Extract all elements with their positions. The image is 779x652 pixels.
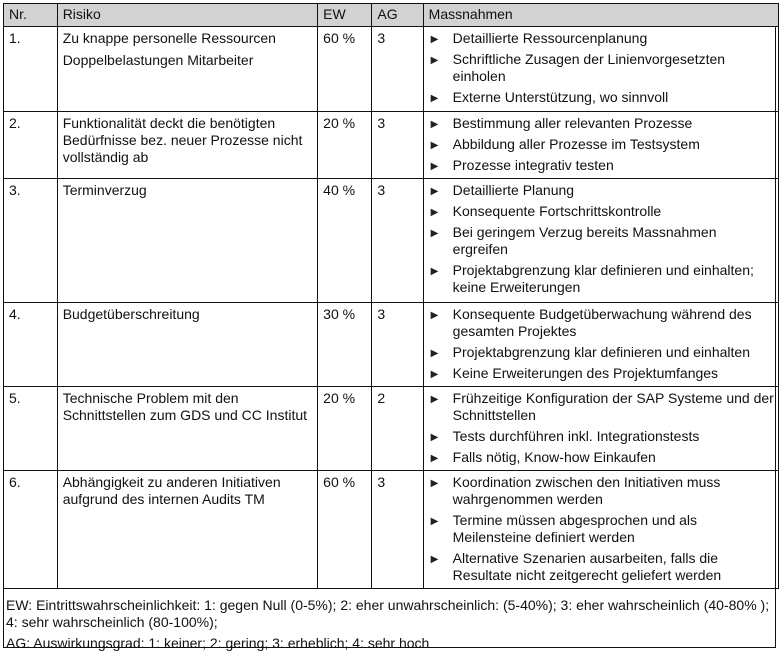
massnahmen-list [429,115,774,174]
massnahme-text: Projektabgrenzung klar definieren und einhalten; keine Erweiterungen [452,262,754,295]
massnahme-text: Frühzeitige Konfiguration der SAP Systeme und der Schnittstellen [452,390,774,423]
risk-cell [57,303,317,387]
risk-text: Technische Problem mit den Schnittstellen zum GDS und CC Institut [62,390,308,423]
risk-text: Abhängigkeit zu anderen Initiativen aufgrund des internen Audits TM [62,474,281,507]
header-nr: Nr. [4,4,58,27]
ew-value: 40 % [318,179,372,303]
ag-value: 3 [372,303,423,387]
massnahmen-cell [423,471,778,589]
list-item [429,30,774,47]
list-item [429,474,774,508]
risk-cell [57,179,317,303]
header-ag: AG [372,4,423,27]
ag-value: 3 [372,27,423,112]
risk-cell [57,27,317,112]
triangle-bullet-icon: ▶ [430,369,439,380]
triangle-bullet-icon: ▶ [430,186,439,197]
massnahme-text: Tests durchführen inkl. Integrationstests [452,428,700,444]
triangle-bullet-icon: ▶ [430,516,439,527]
risk-table [3,3,779,589]
triangle-bullet-icon: ▶ [430,394,439,405]
massnahmen-cell [423,179,778,303]
row-number: 3. [4,179,58,303]
table-row [4,112,779,179]
list-item [429,449,774,466]
triangle-bullet-icon: ▶ [430,266,439,277]
risk-cell [57,471,317,589]
massnahme-text: Detaillierte Ressourcenplanung [452,30,648,46]
list-item [429,390,774,424]
risk-cell [57,112,317,179]
triangle-bullet-icon: ▶ [430,161,439,172]
massnahme-text: Detaillierte Planung [452,182,575,198]
massnahme-text: Schriftliche Zusagen der Linienvorgesetzten einholen [452,51,726,84]
list-item [429,115,774,132]
massnahmen-list [429,474,774,584]
row-number: 5. [4,387,58,471]
massnahmen-cell [423,112,778,179]
header-ew: EW [318,4,372,27]
massnahmen-cell [423,27,778,112]
list-item [429,512,774,546]
triangle-bullet-icon: ▶ [430,140,439,151]
list-item [429,306,774,340]
massnahme-text: Alternative Szenarien ausarbeiten, falls die Resultate nicht zeitgerecht geliefert werden [452,550,722,583]
row-number: 4. [4,303,58,387]
ew-value: 60 % [318,471,372,589]
list-item [429,550,774,584]
massnahme-text: Falls nötig, Know-how Einkaufen [452,449,656,465]
row-number: 6. [4,471,58,589]
ew-value: 30 % [318,303,372,387]
list-item [429,89,774,106]
list-item [429,262,774,296]
table-row [4,303,779,387]
massnahme-text: Konsequente Fortschrittskontrolle [452,203,662,219]
list-item [429,157,774,174]
massnahme-text: Prozesse integrativ testen [452,157,614,173]
list-item [429,182,774,199]
triangle-bullet-icon: ▶ [430,554,439,565]
table-row [4,179,779,303]
table-row [4,471,779,589]
row-number: 1. [4,27,58,112]
triangle-bullet-icon: ▶ [430,432,439,443]
massnahme-text: Abbildung aller Prozesse im Testsystem [452,136,700,152]
massnahme-text: Bei geringem Verzug bereits Massnahmen ergreifen [452,224,717,257]
massnahme-text: Bestimmung aller relevanten Prozesse [452,115,693,131]
legend [6,597,772,652]
risk-text: Zu knappe personelle Ressourcen [62,30,276,46]
list-item [429,365,774,382]
list-item [429,203,774,220]
list-item [429,51,774,85]
list-item [429,344,774,361]
massnahmen-cell [423,303,778,387]
triangle-bullet-icon: ▶ [430,453,439,464]
massnahme-text: Koordination zwischen den Initiativen muss wahrgenommen werden [452,474,721,507]
massnahme-text: Termine müssen abgesprochen und als Meilensteine definiert werden [452,512,698,545]
massnahme-text: Projektabgrenzung klar definieren und einhalten [452,344,750,360]
massnahme-text: Keine Erweiterungen des Projektumfanges [452,365,719,381]
risk-text: Doppelbelastungen Mitarbeiter [62,52,254,68]
list-item [429,428,774,445]
ag-value: 2 [372,387,423,471]
table-row [4,387,779,471]
table-row [4,27,779,112]
massnahmen-list [429,30,774,106]
massnahme-text: Externe Unterstützung, wo sinnvoll [452,89,669,105]
massnahme-text: Konsequente Budgetüberwachung während des gesamten Projektes [452,306,752,339]
ew-value: 60 % [318,27,372,112]
risk-text: Funktionalität deckt die benötigten Bedürfnisse bez. neuer Prozesse nicht vollständig ab [62,115,303,165]
triangle-bullet-icon: ▶ [430,34,439,45]
massnahmen-list [429,306,774,382]
triangle-bullet-icon: ▶ [430,55,439,66]
triangle-bullet-icon: ▶ [430,478,439,489]
ew-value: 20 % [318,387,372,471]
ew-legend: EW: Eintrittswahrscheinlichkeit: 1: gegen Null (0-5%); 2: eher unwahrscheinlich: (5-40%); 3: eher wahrscheinlich (40-80% ); 4: sehr wahrscheinlich (80-100%); [6,597,770,630]
risk-cell [57,387,317,471]
ag-legend: AG: Auswirkungsgrad: 1: keiner; 2: gering; 3: erheblich; 4: sehr hoch [6,635,430,651]
triangle-bullet-icon: ▶ [430,207,439,218]
risk-text: Budgetüberschreitung [62,306,200,322]
ag-value: 3 [372,179,423,303]
massnahmen-list [429,390,774,466]
triangle-bullet-icon: ▶ [430,93,439,104]
row-number: 2. [4,112,58,179]
triangle-bullet-icon: ▶ [430,228,439,239]
massnahmen-cell [423,387,778,471]
risk-text: Terminverzug [62,182,147,198]
header-risiko: Risiko [57,4,317,27]
header-massnahmen: Massnahmen [423,4,778,27]
triangle-bullet-icon: ▶ [430,119,439,130]
list-item [429,136,774,153]
ag-value: 3 [372,471,423,589]
triangle-bullet-icon: ▶ [430,348,439,359]
ag-value: 3 [372,112,423,179]
triangle-bullet-icon: ▶ [430,310,439,321]
massnahmen-list [429,182,774,296]
ew-value: 20 % [318,112,372,179]
list-item [429,224,774,258]
table-header-row [4,4,779,27]
